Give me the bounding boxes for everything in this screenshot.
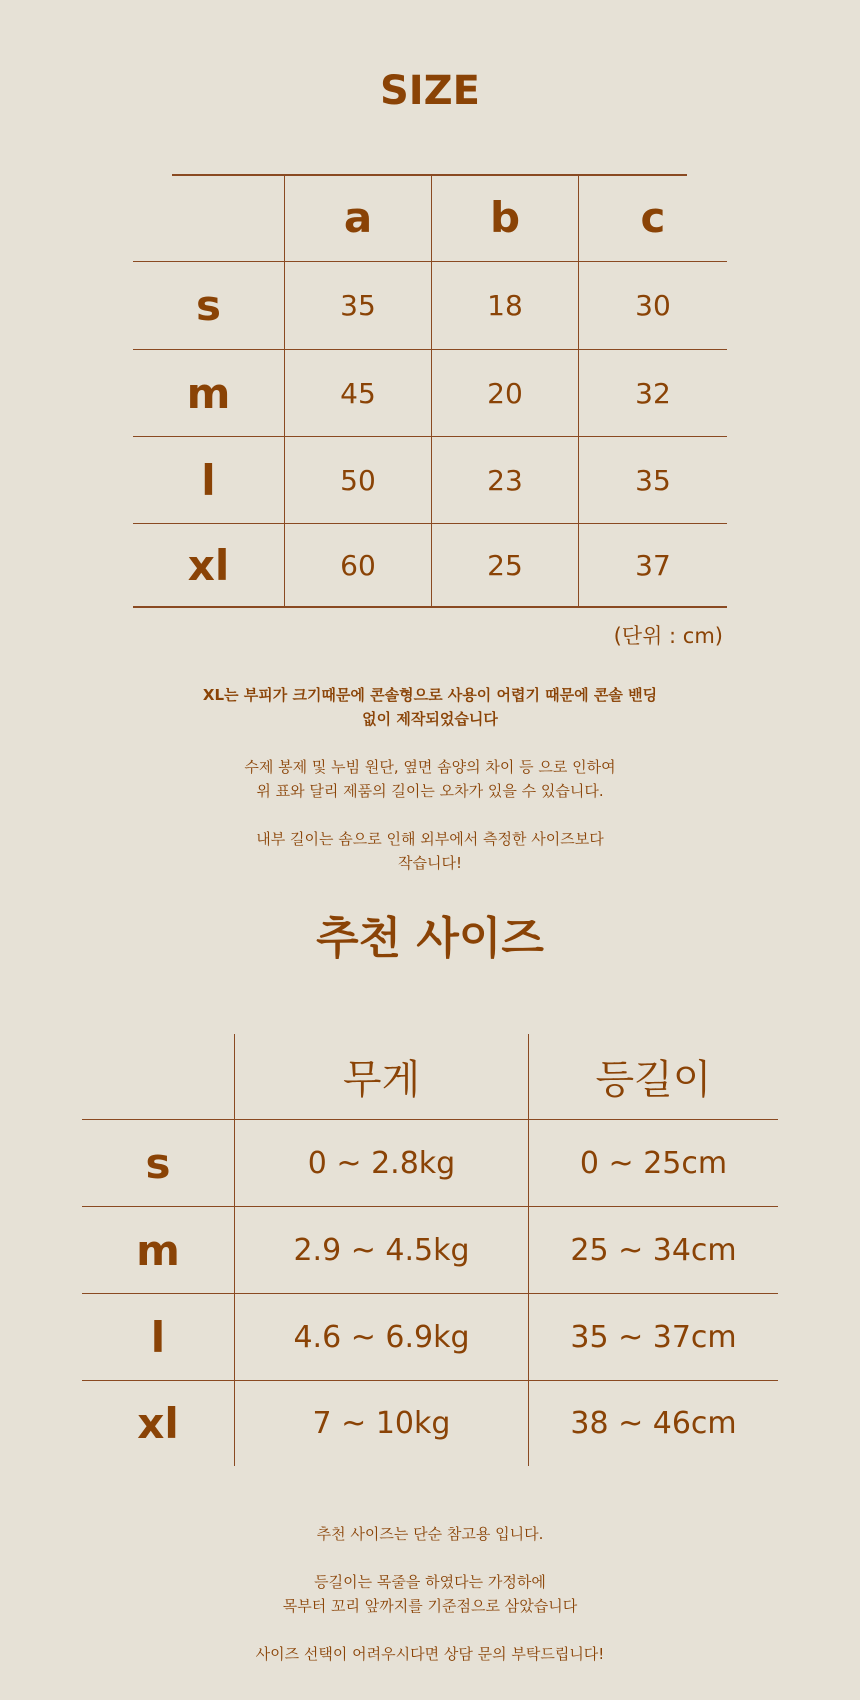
weight-cell: 7 ~ 10kg <box>312 1406 451 1441</box>
row-label-s: s <box>196 281 221 330</box>
back-length-cell: 25 ~ 34cm <box>570 1232 737 1268</box>
note-line: 위 표와 달리 제품의 길이는 오차가 있을 수 있습니다. <box>256 782 604 800</box>
table-cell: 20 <box>487 376 523 410</box>
table-cell: 37 <box>635 548 671 582</box>
weight-cell: 0 ~ 2.8kg <box>307 1145 456 1181</box>
back-length-cell: 38 ~ 46cm <box>570 1406 737 1441</box>
row-label-m: m <box>186 368 231 418</box>
back-length-cell: 35 ~ 37cm <box>570 1319 737 1355</box>
note-line: 목부터 꼬리 앞까지를 기준점으로 삼았습니다 <box>282 1597 578 1615</box>
unit-label: (단위 : cm) <box>613 624 723 648</box>
table-cell: 23 <box>487 463 523 497</box>
footer-note-contact <box>0 1642 860 1666</box>
row-label-l: l <box>201 455 216 505</box>
footer-note-reference <box>0 1522 860 1546</box>
note-line: 작습니다! <box>398 854 462 872</box>
note-line: 사이즈 선택이 어려우시다면 상담 문의 부탁드립니다! <box>255 1645 605 1663</box>
table-cell: 18 <box>487 289 523 322</box>
note-line: XL는 부피가 크기때문에 콘솔형으로 사용이 어렵기 때문에 콘솔 밴딩 <box>202 686 658 704</box>
row-label-m: m <box>136 1225 180 1275</box>
table-cell: 35 <box>340 289 376 322</box>
row-label-xl: xl <box>187 540 230 590</box>
recommend-title: 추천 사이즈 <box>316 913 544 964</box>
col-header-a: a <box>343 193 373 242</box>
table-bottom-rule <box>133 606 727 608</box>
weight-cell: 4.6 ~ 6.9kg <box>293 1319 470 1355</box>
table-cell: 30 <box>635 289 671 322</box>
note-line: 수제 봉제 및 누빔 원단, 옆면 솜양의 차이 등 으로 인하여 <box>244 758 616 776</box>
row-label-l: l <box>150 1312 166 1362</box>
footer-note-back-length <box>0 1570 860 1618</box>
inner-length-note <box>0 827 860 875</box>
table-cell: 60 <box>340 548 376 582</box>
table-cell: 50 <box>340 463 376 497</box>
col-header-weight: 무게 <box>342 1057 421 1103</box>
table-cell: 45 <box>340 376 376 410</box>
col-header-back-length: 등길이 <box>595 1057 712 1103</box>
back-length-cell: 0 ~ 25cm <box>579 1145 728 1181</box>
table-cell: 32 <box>635 376 671 410</box>
size-table <box>133 174 727 607</box>
row-label-xl: xl <box>137 1399 179 1448</box>
note-line: 등길이는 목줄을 하였다는 가정하에 <box>314 1573 546 1591</box>
note-line: 없이 제작되었습니다 <box>362 710 498 728</box>
col-header-b: b <box>489 193 521 242</box>
weight-cell: 2.9 ~ 4.5kg <box>293 1232 470 1268</box>
recommend-table <box>82 1034 778 1466</box>
table-cell: 25 <box>487 548 523 582</box>
xl-note <box>0 683 860 731</box>
size-title: SIZE <box>379 68 481 114</box>
note-line: 내부 길이는 솜으로 인해 외부에서 측정한 사이즈보다 <box>256 830 604 848</box>
sewing-note <box>0 755 860 803</box>
col-header-c: c <box>640 193 666 242</box>
table-cell: 35 <box>635 463 671 497</box>
note-line: 추천 사이즈는 단순 참고용 입니다. <box>316 1525 544 1543</box>
row-label-s: s <box>145 1138 171 1188</box>
